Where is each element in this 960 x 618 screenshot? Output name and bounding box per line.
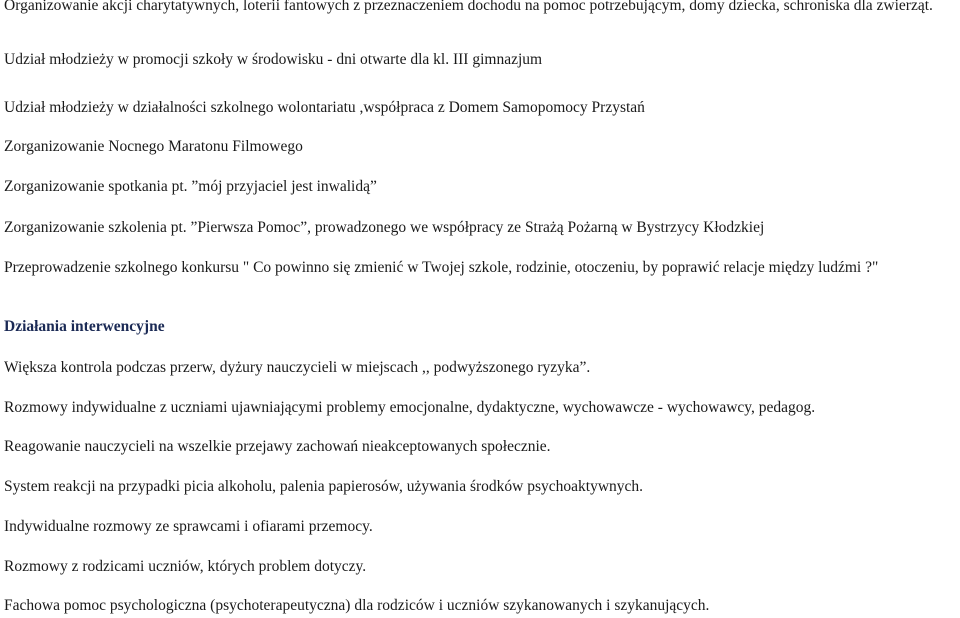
paragraph-contest: Przeprowadzenie szkolnego konkursu " Co powinno się zmienić w Twojej szkole, rodzinie, otoczeniu, by poprawić relacje między ludźmi ?" xyxy=(4,259,879,276)
list-item: Większa kontrola podczas przerw, dyżury nauczycieli w miejscach ,, podwyższonego ryzyka”. xyxy=(4,359,591,376)
list-item: Fachowa pomoc psychologiczna (psychoterapeutyczna) dla rodziców i uczniów szykanowanych i szykanujących. xyxy=(4,597,710,614)
list-item: Indywidualne rozmowy ze sprawcami i ofiarami przemocy. xyxy=(4,518,373,535)
paragraph-school-promotion: Udział młodzieży w promocji szkoły w środowisku - dni otwarte dla kl. III gimnazjum xyxy=(4,51,543,68)
section-heading: Działania interwencyjne xyxy=(4,318,165,335)
paragraph-film-marathon: Zorganizowanie Nocnego Maratonu Filmowego xyxy=(4,138,303,155)
list-item: System reakcji na przypadki picia alkoholu, palenia papierosów, używania środków psychoaktywnych. xyxy=(4,478,644,495)
list-item: Reagowanie nauczycieli na wszelkie przejawy zachowań nieakceptowanych społecznie. xyxy=(4,438,551,455)
paragraph-volunteering: Udział młodzieży w działalności szkolnego wolontariatu ,współpraca z Domem Samopomocy Przystań xyxy=(4,99,645,116)
list-item: Rozmowy indywidualne z uczniami ujawniającymi problemy emocjonalne, dydaktyczne, wychowawcze - wychowawcy, pedagog. xyxy=(4,399,816,416)
paragraph-first-aid: Zorganizowanie szkolenia pt. ”Pierwsza Pomoc”, prowadzonego we współpracy ze Strażą Pożarną w Bystrzycy Kłodzkiej xyxy=(4,219,765,236)
paragraph-charity: Organizowanie akcji charytatywnych, loterii fantowych z przeznaczeniem dochodu na pomoc potrzebującym, domy dziecka, schroniska dla zwierząt. xyxy=(4,0,933,14)
list-item: Rozmowy z rodzicami uczniów, których problem dotyczy. xyxy=(4,558,367,575)
paragraph-meeting: Zorganizowanie spotkania pt. ”mój przyjaciel jest inwalidą” xyxy=(4,178,377,195)
